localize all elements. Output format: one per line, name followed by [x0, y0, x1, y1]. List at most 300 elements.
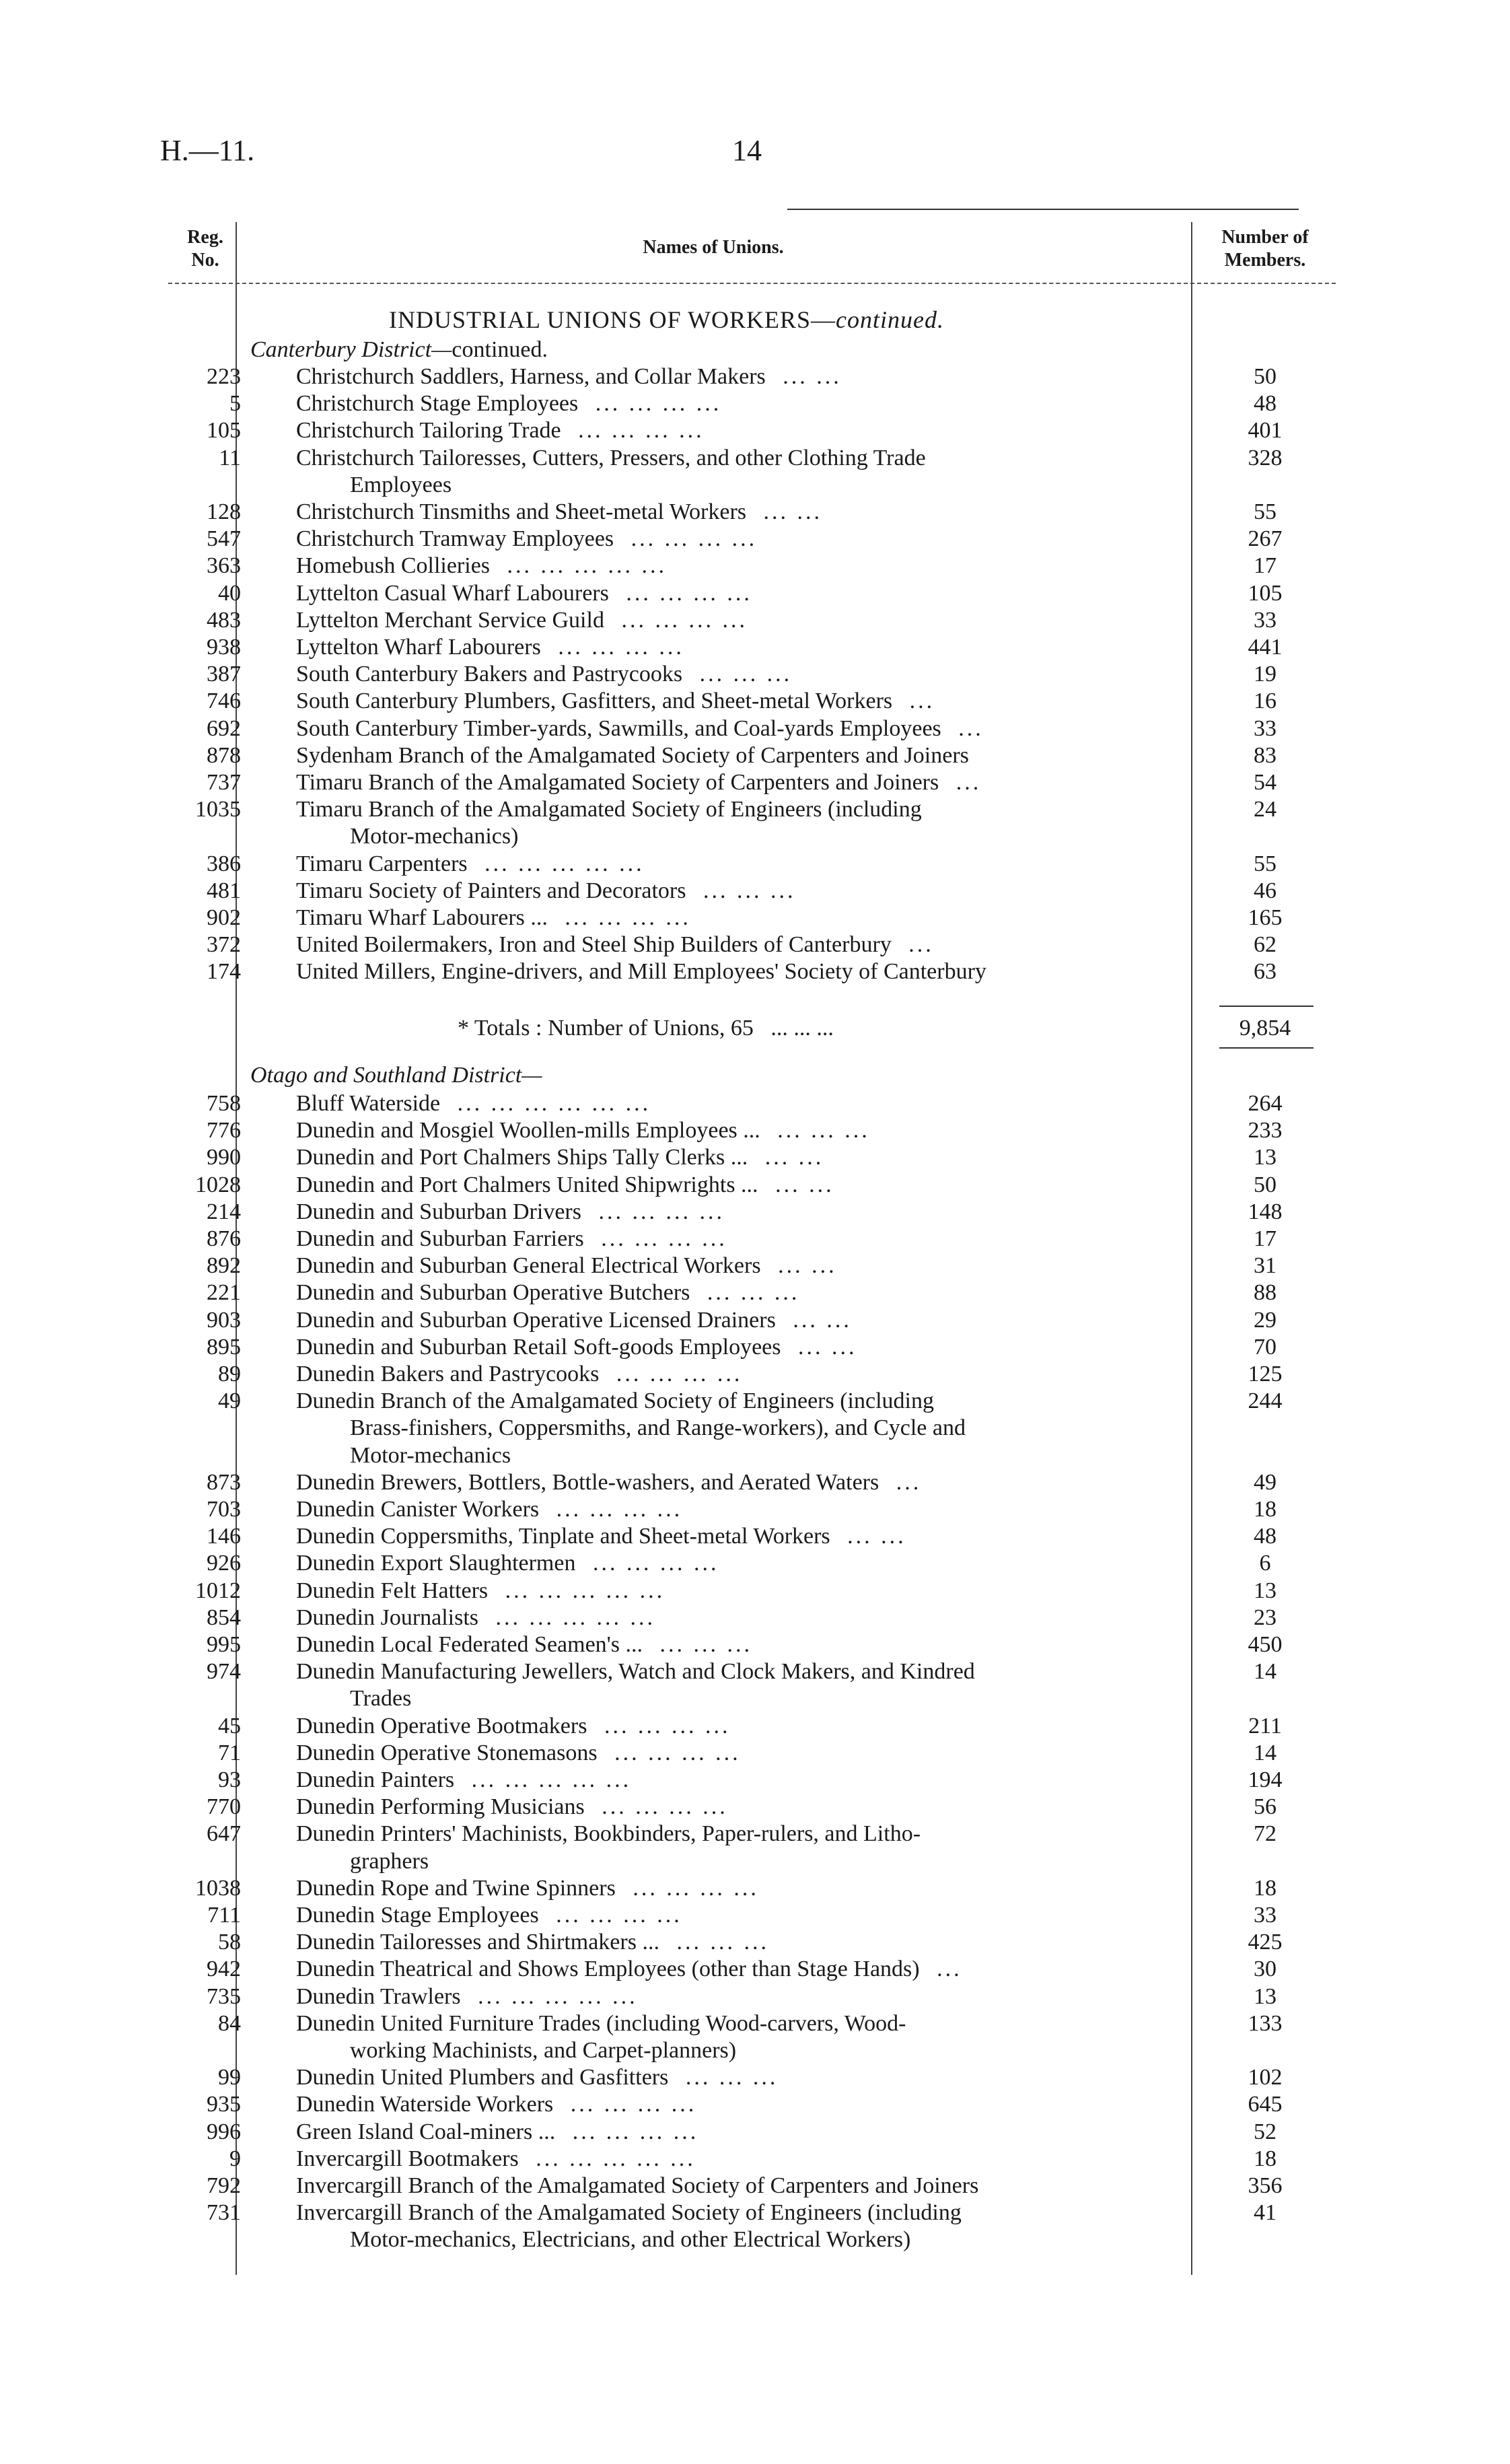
union-name-continuation: Motor-mechanics)	[350, 824, 519, 849]
reg-no: 876	[207, 1226, 241, 1251]
totals-text: * Totals : Number of Unions, 65	[458, 1016, 754, 1041]
member-count: 88	[1254, 1280, 1277, 1306]
union-name	[296, 661, 1183, 688]
leader-dots: ... ... ... ...	[595, 391, 722, 417]
document-reference: H.—11.	[160, 134, 255, 167]
union-name	[296, 2146, 1183, 2173]
member-count: 102	[1248, 2065, 1283, 2090]
otago-row	[0, 2173, 1510, 2199]
union-name-text: Dunedin Felt Hatters	[296, 1578, 489, 1603]
union-name	[296, 1983, 1183, 2010]
union-name-text: Dunedin Waterside Workers	[296, 2092, 554, 2117]
union-name	[296, 1361, 1183, 1388]
otago-row	[0, 2091, 1510, 2118]
reg-no: 214	[207, 1199, 241, 1224]
canterbury-title: Canterbury District—	[250, 337, 452, 362]
union-name-text: Christchurch Stage Employees	[296, 391, 579, 417]
union-name	[296, 445, 1183, 472]
otago-row	[0, 1279, 1510, 1306]
union-name	[296, 1578, 1183, 1605]
union-name	[296, 1253, 1183, 1279]
union-name	[296, 1605, 1183, 1631]
union-name-text: South Canterbury Timber-yards, Sawmills, and Coal-yards Employees	[296, 715, 941, 741]
union-name-text: Dunedin United Plumbers and Gasfitters	[296, 2065, 669, 2090]
canterbury-row-continuation	[0, 823, 1510, 850]
union-name-text: Dunedin Branch of the Amalgamated Society of Engineers (including	[296, 1388, 934, 1414]
union-name	[296, 363, 1183, 390]
otago-row	[0, 1631, 1510, 1658]
canterbury-row	[0, 851, 1510, 878]
union-name-text: Dunedin Theatrical and Shows Employees (other than Stage Hands)	[296, 1957, 920, 1982]
union-name	[296, 1902, 1183, 1929]
union-name	[296, 1658, 1183, 1685]
union-name-text: Sydenham Branch of the Amalgamated Society of Carpenters and Joiners	[296, 742, 969, 768]
otago-row	[0, 1740, 1510, 1767]
member-count: 33	[1254, 715, 1277, 741]
reg-no: 854	[207, 1605, 241, 1630]
section-title-main: INDUSTRIAL UNIONS OF WORKERS—	[389, 306, 836, 333]
union-name-text: Dunedin and Suburban General Electrical Workers	[296, 1253, 761, 1279]
leader-dots: ... ... ... ...	[614, 1740, 741, 1765]
otago-row	[0, 1767, 1510, 1794]
member-count: 165	[1248, 905, 1283, 930]
leader-dots: ...	[937, 1957, 962, 1982]
totals-rule-bottom	[1219, 1047, 1314, 1049]
reg-no: 746	[207, 689, 241, 714]
leader-dots: ... ... ...	[659, 1632, 753, 1657]
union-name	[296, 417, 1183, 444]
leader-dots: ... ... ... ...	[633, 1875, 759, 1901]
canterbury-row	[0, 553, 1510, 579]
leader-dots: ... ... ... ...	[556, 1497, 683, 1522]
reg-no: 758	[207, 1091, 241, 1116]
union-name	[296, 1740, 1183, 1767]
member-count: 46	[1254, 878, 1277, 903]
reg-no: 11	[219, 445, 241, 470]
union-name-text: Dunedin and Mosgiel Woollen-mills Employees ...	[296, 1118, 760, 1143]
otago-row	[0, 1090, 1510, 1117]
canterbury-row	[0, 634, 1510, 661]
union-name	[296, 2199, 1183, 2226]
union-name	[296, 1117, 1183, 1144]
reg-no: 974	[207, 1659, 241, 1685]
reg-no: 692	[207, 715, 241, 741]
reg-no: 903	[207, 1307, 241, 1333]
leader-dots: ... ... ... ...	[570, 2092, 697, 2117]
reg-no: 1035	[195, 797, 241, 822]
reg-no: 58	[218, 1930, 241, 1955]
union-name-text: Green Island Coal-miners ...	[296, 2119, 556, 2144]
union-name-text: Timaru Society of Painters and Decorators	[296, 878, 686, 903]
otago-row-continuation	[0, 1848, 1510, 1875]
canterbury-row	[0, 580, 1510, 607]
otago-title: Otago and Southland District—	[250, 1063, 542, 1088]
otago-row	[0, 1902, 1510, 1929]
otago-row	[0, 1361, 1510, 1388]
union-name-text: Dunedin and Suburban Retail Soft-goods Employees	[296, 1334, 781, 1360]
reg-no: 105	[207, 418, 241, 444]
canterbury-row	[0, 878, 1510, 905]
union-name	[296, 2173, 1183, 2199]
union-name-text: Dunedin and Suburban Operative Licensed Drainers	[296, 1307, 776, 1333]
leader-dots: ... ... ...	[685, 2065, 779, 2090]
leader-dots: ... ... ... ...	[621, 607, 748, 633]
reg-no: 89	[218, 1362, 241, 1386]
union-name-text: Dunedin Tailoresses and Shirtmakers ...	[296, 1930, 659, 1955]
otago-row	[0, 1875, 1510, 1902]
union-name-text: United Boilermakers, Iron and Steel Ship Builders of Canterbury	[296, 932, 892, 958]
member-count: 55	[1254, 851, 1277, 876]
member-count: 267	[1248, 526, 1283, 552]
union-name-text: Dunedin Brewers, Bottlers, Bottle-washers, and Aerated Waters	[296, 1469, 879, 1495]
union-name-text: Dunedin Bakers and Pastrycooks	[296, 1362, 600, 1386]
union-name-text: Dunedin Canister Workers	[296, 1497, 540, 1522]
reg-no: 99	[218, 2065, 241, 2090]
canterbury-row	[0, 607, 1510, 634]
otago-row	[0, 1199, 1510, 1226]
canterbury-row	[0, 688, 1510, 715]
reg-no: 938	[207, 635, 241, 660]
leader-dots: ... ... ... ...	[565, 905, 691, 930]
union-name-text: Invercargill Bootmakers	[296, 2146, 519, 2171]
leader-dots: ... ...	[793, 1307, 852, 1333]
union-name-text: Dunedin Trawlers	[296, 1983, 461, 2009]
union-name-text: Dunedin Operative Bootmakers	[296, 1713, 587, 1738]
leader-dots: ... ... ... ... ...	[507, 553, 668, 579]
leader-dots: ... ... ... ... ...	[536, 2146, 696, 2171]
reg-no: 878	[207, 742, 241, 768]
leader-dots: ... ... ... ...	[601, 1226, 727, 1251]
otago-row	[0, 1307, 1510, 1334]
reg-no: 873	[207, 1469, 241, 1495]
leader-dots: ... ... ...	[699, 662, 793, 687]
union-name	[296, 2119, 1183, 2146]
member-count: 16	[1254, 689, 1277, 714]
union-name	[296, 580, 1183, 607]
union-name	[296, 1821, 1183, 1847]
otago-row	[0, 1929, 1510, 1956]
totals-value: 9,854	[1239, 1016, 1291, 1041]
canterbury-heading-row	[0, 337, 1510, 363]
reg-no: 221	[207, 1280, 241, 1306]
member-count: 48	[1254, 391, 1277, 417]
otago-row	[0, 1550, 1510, 1577]
union-name	[296, 1767, 1183, 1794]
union-name-text: Lyttelton Casual Wharf Labourers	[296, 580, 609, 606]
union-name	[296, 1334, 1183, 1361]
otago-row-continuation	[0, 1442, 1510, 1469]
member-count: 83	[1254, 742, 1277, 768]
leader-dots: ...	[956, 770, 982, 795]
union-name	[296, 2091, 1183, 2118]
reg-no: 223	[207, 364, 241, 389]
canterbury-row	[0, 363, 1510, 390]
reg-no: 84	[218, 2010, 241, 2036]
reg-no: 770	[207, 1794, 241, 1820]
canterbury-row	[0, 742, 1510, 769]
member-count: 70	[1254, 1334, 1277, 1360]
union-name-text: Christchurch Tinsmiths and Sheet-metal Workers	[296, 499, 747, 524]
otago-row-continuation	[0, 1415, 1510, 1442]
member-count: 450	[1248, 1632, 1283, 1657]
reg-no: 711	[207, 1903, 241, 1928]
leader-dots: ... ... ... ...	[592, 1551, 719, 1576]
reg-no: 1028	[195, 1172, 241, 1197]
member-count: 62	[1254, 932, 1277, 958]
leader-dots: ... ... ... ... ...	[471, 1767, 632, 1792]
union-name	[296, 1144, 1183, 1171]
union-name-text: Christchurch Tailoring Trade	[296, 418, 561, 444]
union-name	[296, 526, 1183, 553]
union-name	[296, 499, 1183, 526]
names-header: Names of Unions.	[643, 237, 784, 258]
leader-dots: ...	[908, 932, 934, 958]
members-header-line2: Members.	[1224, 250, 1306, 271]
union-name	[296, 1279, 1183, 1306]
members-header-line1: Number of	[1221, 227, 1309, 248]
member-count: 55	[1254, 499, 1277, 524]
member-count: 211	[1248, 1713, 1282, 1738]
reg-no: 481	[207, 878, 241, 903]
member-count: 33	[1254, 607, 1277, 633]
otago-row	[0, 1794, 1510, 1821]
union-name-text: Dunedin and Suburban Operative Butchers	[296, 1280, 690, 1306]
member-count: 17	[1254, 1226, 1277, 1251]
otago-row	[0, 1226, 1510, 1253]
reg-no: 731	[207, 2200, 241, 2226]
union-name-text: Timaru Carpenters	[296, 851, 468, 876]
otago-row	[0, 1713, 1510, 1740]
otago-row	[0, 1956, 1510, 1983]
union-name-continuation: Motor-mechanics	[350, 1442, 511, 1468]
member-count: 233	[1248, 1118, 1283, 1143]
leader-dots: ... ... ...	[676, 1930, 769, 1955]
member-count: 50	[1254, 1172, 1277, 1197]
leader-dots: ... ...	[764, 1145, 824, 1170]
otago-row	[0, 1496, 1510, 1523]
reg-no: 40	[218, 580, 241, 606]
member-count: 33	[1254, 1903, 1277, 1928]
reg-no: 935	[207, 2092, 241, 2117]
union-name	[296, 905, 1183, 931]
member-count: 24	[1254, 797, 1277, 822]
union-name-text: Christchurch Saddlers, Harness, and Collar Makers	[296, 364, 766, 389]
page-number: 14	[732, 134, 762, 167]
leader-dots: ... ... ...	[707, 1280, 800, 1306]
member-count: 14	[1254, 1659, 1277, 1685]
union-name-text: Dunedin and Suburban Drivers	[296, 1199, 581, 1224]
otago-row	[0, 2199, 1510, 2226]
canterbury-row	[0, 796, 1510, 823]
union-name-text: South Canterbury Bakers and Pastrycooks	[296, 662, 683, 687]
union-name-text: Dunedin Performing Musicians	[296, 1794, 585, 1820]
union-name-continuation: Brass-finishers, Coppersmiths, and Range-workers), and Cycle and	[350, 1415, 966, 1441]
union-name	[296, 958, 1183, 985]
reg-no: 895	[207, 1334, 241, 1360]
reg-no: 996	[207, 2119, 241, 2144]
reg-no: 483	[207, 607, 241, 633]
canterbury-row	[0, 499, 1510, 526]
union-name	[296, 1550, 1183, 1577]
leader-dots: ... ... ... ... ...	[495, 1605, 656, 1630]
member-count: 264	[1248, 1091, 1283, 1116]
union-name	[296, 1523, 1183, 1550]
union-name-continuation: working Machinists, and Carpet-planners)	[350, 2038, 737, 2063]
leader-dots: ... ...	[847, 1524, 906, 1549]
otago-row	[0, 1658, 1510, 1685]
member-count: 14	[1254, 1740, 1277, 1765]
union-name-text: Homebush Collieries	[296, 553, 491, 579]
canterbury-row	[0, 661, 1510, 688]
leader-dots: ... ... ... ...	[602, 1794, 728, 1820]
otago-row-continuation	[0, 2226, 1510, 2253]
union-name	[296, 796, 1183, 823]
union-name	[296, 769, 1183, 796]
otago-row	[0, 2146, 1510, 2173]
union-name-text: Invercargill Branch of the Amalgamated Society of Carpenters and Joiners	[296, 2173, 979, 2198]
leader-dots: ...	[958, 715, 984, 741]
reg-no: 45	[218, 1713, 241, 1738]
union-name-text: Dunedin Export Slaughtermen	[296, 1551, 576, 1576]
canterbury-row	[0, 931, 1510, 958]
canterbury-title-suffix: continued.	[452, 337, 548, 362]
reg-no: 990	[207, 1145, 241, 1170]
reg-no: 146	[207, 1524, 241, 1549]
union-name-text: Timaru Wharf Labourers ...	[296, 905, 548, 930]
member-count: 328	[1248, 445, 1283, 470]
leader-dots: ... ... ... ...	[631, 526, 758, 552]
union-name	[296, 2010, 1183, 2037]
union-name	[296, 878, 1183, 905]
union-name-text: Dunedin Rope and Twine Spinners	[296, 1875, 616, 1901]
reg-no: 792	[207, 2173, 241, 2198]
union-name-text: Dunedin Coppersmiths, Tinplate and Sheet-metal Workers	[296, 1524, 830, 1549]
union-name-text: Dunedin and Port Chalmers Ships Tally Clerks ...	[296, 1145, 748, 1170]
member-count: 244	[1248, 1388, 1283, 1414]
reg-no: 49	[218, 1388, 241, 1414]
union-name	[296, 634, 1183, 661]
reg-no: 942	[207, 1957, 241, 1982]
union-name-text: Dunedin Local Federated Seamen's ...	[296, 1632, 643, 1657]
union-name	[296, 1875, 1183, 1902]
otago-row-continuation	[0, 1685, 1510, 1712]
member-count: 356	[1248, 2173, 1283, 2198]
member-count: 6	[1259, 1551, 1271, 1576]
union-name	[296, 1172, 1183, 1199]
union-name	[296, 1794, 1183, 1821]
reg-no: 93	[218, 1767, 241, 1792]
reg-no: 902	[207, 905, 241, 930]
otago-row-continuation	[0, 2037, 1510, 2064]
member-count: 645	[1248, 2092, 1283, 2117]
reg-no: 5	[229, 391, 241, 417]
union-name-text: Invercargill Branch of the Amalgamated Society of Engineers (including	[296, 2200, 962, 2226]
reg-no: 1012	[195, 1578, 241, 1603]
reg-no: 703	[207, 1497, 241, 1522]
totals-rule-top	[1219, 1006, 1314, 1007]
reg-no: 735	[207, 1983, 241, 2009]
leader-dots: ... ... ... ...	[558, 635, 684, 660]
reg-no: 9	[229, 2146, 241, 2171]
union-name-text: Timaru Branch of the Amalgamated Society of Engineers (including	[296, 797, 922, 822]
union-name-text: Lyttelton Wharf Labourers	[296, 635, 541, 660]
otago-row	[0, 2010, 1510, 2037]
member-count: 425	[1248, 1930, 1283, 1955]
union-name	[296, 1956, 1183, 1983]
union-name-continuation: graphers	[350, 1848, 429, 1874]
leader-dots: ... ... ...	[777, 1118, 870, 1143]
otago-row	[0, 1469, 1510, 1496]
union-name	[296, 553, 1183, 579]
member-count: 31	[1254, 1253, 1277, 1279]
union-name-text: Dunedin and Port Chalmers United Shipwrights ...	[296, 1172, 758, 1197]
union-name	[296, 688, 1183, 715]
member-count: 41	[1254, 2200, 1277, 2226]
section-title-row	[0, 306, 1510, 333]
otago-row	[0, 1144, 1510, 1171]
reg-no: 547	[207, 526, 241, 552]
reg-no: 174	[207, 959, 241, 985]
leader-dots: ... ... ... ...	[604, 1713, 731, 1738]
canterbury-row	[0, 715, 1510, 742]
union-name-continuation: Trades	[350, 1686, 412, 1712]
otago-row	[0, 1117, 1510, 1144]
canterbury-heading	[250, 337, 548, 363]
otago-row	[0, 1253, 1510, 1279]
union-name	[296, 931, 1183, 958]
union-name	[296, 1307, 1183, 1334]
leader-dots: ...	[909, 689, 935, 714]
otago-row	[0, 1388, 1510, 1415]
canterbury-row	[0, 905, 1510, 931]
member-count: 30	[1254, 1957, 1277, 1982]
member-count: 50	[1254, 364, 1277, 389]
union-name	[296, 1713, 1183, 1740]
union-name	[296, 715, 1183, 742]
canterbury-row	[0, 417, 1510, 444]
leader-dots: ... ...	[783, 364, 842, 389]
member-count: 125	[1248, 1362, 1283, 1386]
canterbury-row-continuation	[0, 472, 1510, 499]
reg-no: 71	[218, 1740, 241, 1765]
union-name-text: Dunedin Manufacturing Jewellers, Watch and Clock Makers, and Kindred	[296, 1659, 975, 1685]
union-name	[296, 1496, 1183, 1523]
member-count: 29	[1254, 1307, 1277, 1333]
reg-no: 737	[207, 770, 241, 795]
reg-no: 995	[207, 1632, 241, 1657]
member-count: 13	[1254, 1983, 1277, 2009]
member-count: 52	[1254, 2119, 1277, 2144]
reg-no: 647	[207, 1821, 241, 1847]
member-count: 401	[1248, 418, 1283, 444]
otago-row	[0, 1605, 1510, 1631]
member-count: 49	[1254, 1469, 1277, 1495]
member-count: 19	[1254, 662, 1277, 687]
member-count: 18	[1254, 1875, 1277, 1901]
leader-dots: ... ...	[798, 1334, 857, 1360]
union-name-text: Timaru Branch of the Amalgamated Society of Carpenters and Joiners	[296, 770, 939, 795]
leader-dots: ... ...	[763, 499, 823, 524]
member-count: 17	[1254, 553, 1277, 579]
leader-dots: ... ... ... ...	[616, 1362, 743, 1386]
union-name-text: Dunedin Operative Stonemasons	[296, 1740, 598, 1765]
otago-row	[0, 1821, 1510, 1847]
leader-dots: ... ... ... ... ... ...	[457, 1091, 651, 1116]
leader-dots: ... ... ...	[703, 878, 796, 903]
union-name	[296, 851, 1183, 878]
union-name-text: Christchurch Tailoresses, Cutters, Pressers, and other Clothing Trade	[296, 445, 926, 470]
reg-no: 372	[207, 932, 241, 958]
